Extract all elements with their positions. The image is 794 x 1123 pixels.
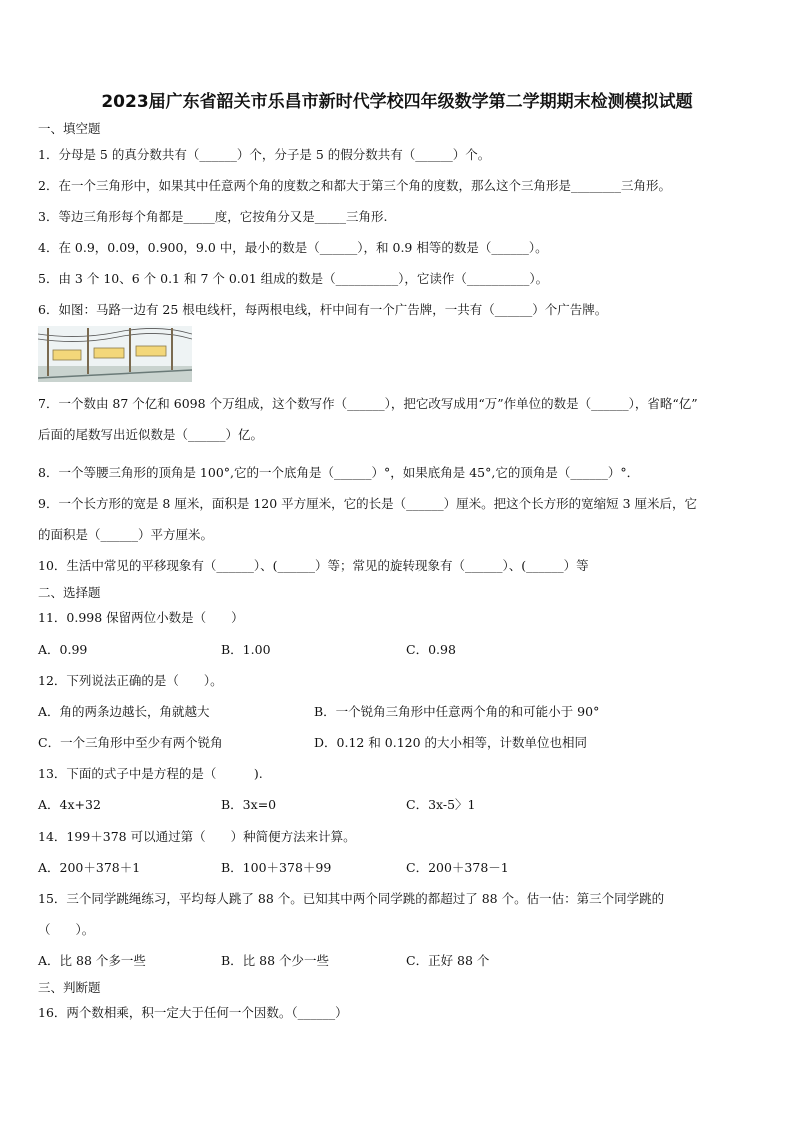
- question-6: 6．如图：马路一边有 25 根电线杆，每两根电线，杆中间有一个广告牌，一共有（______）个广告牌。: [38, 302, 608, 317]
- question-12: 12．下列说法正确的是（ ）。: [38, 673, 223, 688]
- q11-option-b: B．1.00: [221, 642, 271, 657]
- q11-option-c: C．0.98: [406, 642, 456, 657]
- question-16: 16．两个数相乘，积一定大于任何一个因数。（______）: [38, 1005, 348, 1020]
- question-14: 14．199＋378 可以通过第（ ）种简便方法来计算。: [38, 829, 356, 844]
- page-title: 2023届广东省韶关市乐昌市新时代学校四年级数学第二学期期末检测模拟试题: [101, 92, 693, 112]
- section-heading-choice: 二、选择题: [38, 585, 101, 600]
- q13-option-b: B．3x=0: [221, 797, 277, 812]
- question-5: 5．由 3 个 10、6 个 0.1 和 7 个 0.01 组成的数是（__________），它读作（__________）。: [38, 271, 549, 286]
- q14-option-a: A．200＋378＋1: [38, 860, 141, 875]
- question-4: 4．在 0.9，0.09，0.900，9.0 中，最小的数是（______），和 0.9 相等的数是（______）。: [38, 240, 548, 255]
- question-15-line-1: 15．三个同学跳绳练习，平均每人跳了 88 个。已知其中两个同学跳的都超过了 88 个。估一估：第三个同学跳的: [38, 891, 665, 906]
- question-7-line-2: 后面的尾数写出近似数是（______）亿。: [38, 427, 264, 442]
- q12-option-d: D．0.12 和 0.120 的大小相等，计数单位也相同: [314, 735, 588, 750]
- section-heading-true-false: 三、判断题: [38, 980, 101, 995]
- question-8: 8．一个等腰三角形的顶角是 100°,它的一个底角是（______）°，如果底角是 45°,它的顶角是（______）°．: [38, 465, 640, 480]
- question-15-line-2: （ ）。: [38, 922, 95, 937]
- q11-option-a: A．0.99: [38, 642, 88, 657]
- q14-option-c: C．200＋378－1: [406, 860, 509, 875]
- section-heading-fill-blank: 一、填空题: [38, 121, 101, 136]
- q12-option-c: C．一个三角形中至少有两个锐角: [38, 735, 223, 750]
- q12-option-a: A．角的两条边越长，角就越大: [38, 704, 210, 719]
- question-10: 10．生活中常见的平移现象有（______）、(______）等；常见的旋转现象有（______）、(______）等: [38, 558, 589, 573]
- question-3: 3．等边三角形每个角都是_____度，它按角分又是_____三角形.: [38, 209, 388, 224]
- question-9-line-2: 的面积是（______）平方厘米。: [38, 527, 214, 542]
- question-2: 2．在一个三角形中，如果其中任意两个角的度数之和都大于第三个角的度数，那么这个三角形是________三角形。: [38, 178, 671, 193]
- q14-option-b: B．100＋378＋99: [221, 860, 332, 875]
- q12-option-b: B．一个锐角三角形中任意两个角的和可能小于 90°: [314, 704, 600, 719]
- roadside-billboard-illustration: [38, 326, 192, 382]
- q15-option-a: A．比 88 个多一些: [38, 953, 146, 968]
- question-1: 1．分母是 5 的真分数共有（______）个，分子是 5 的假分数共有（______）个。: [38, 147, 491, 162]
- question-13: 13．下面的式子中是方程的是（ ).: [38, 766, 263, 781]
- question-11: 11．0.998 保留两位小数是（ ）: [38, 610, 244, 625]
- question-9-line-1: 9．一个长方形的宽是 8 厘米，面积是 120 平方厘米，它的长是（______）厘米。把这个长方形的宽缩短 3 厘米后，它: [38, 496, 698, 511]
- q15-option-b: B．比 88 个少一些: [221, 953, 330, 968]
- q13-option-c: C．3x-5〉1: [406, 797, 476, 812]
- q15-option-c: C．正好 88 个: [406, 953, 490, 968]
- question-7-line-1: 7．一个数由 87 个亿和 6098 个万组成，这个数写作（______），把它改写成用“万”作单位的数是（______），省略“亿”: [38, 396, 698, 411]
- q13-option-a: A．4x+32: [38, 797, 101, 812]
